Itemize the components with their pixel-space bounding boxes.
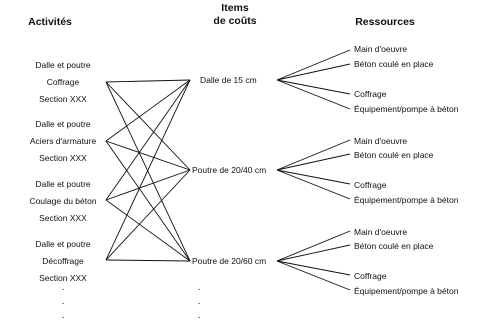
activity-line: Aciers d'armature: [29, 136, 97, 146]
activity-block-decoffrage: [13, 236, 113, 287]
activity-line: Section XXX: [39, 273, 87, 283]
cost-item-poutre-20-60: Poutre de 20/60 cm: [192, 256, 267, 266]
item-resource-connector: [277, 261, 350, 290]
resource-coffrage: Coffrage: [354, 89, 387, 99]
header-ressources: Ressources: [355, 16, 415, 28]
activity-line: Dalle et poutre: [35, 60, 91, 70]
item-resource-connector: [277, 154, 350, 170]
resource-beton: Béton coulé en place: [354, 150, 434, 160]
activity-line: Coulage du béton: [29, 196, 97, 206]
cost-item-poutre-20-40: Poutre de 20/40 cm: [192, 165, 267, 175]
item-resource-connector: [277, 231, 350, 261]
resource-main-doeuvre: Main d'oeuvre: [354, 44, 408, 54]
activity-item-connector: [106, 200, 190, 261]
activity-line: Décoffrage: [42, 256, 84, 266]
resource-equipement: Équipement/pompe à béton: [354, 104, 459, 114]
header-items-de-couts: [205, 2, 265, 28]
activity-item-connector: [106, 80, 190, 82]
resource-beton: Béton coulé en place: [354, 241, 434, 251]
item-resource-connector: [277, 80, 350, 94]
ellipsis-dot: ·: [61, 284, 65, 295]
activity-item-connector: [106, 141, 190, 261]
activity-line: Section XXX: [39, 153, 87, 163]
ellipsis-dot: ·: [197, 312, 201, 323]
activity-item-connector: [106, 82, 190, 261]
resource-equipement: Équipement/pompe à béton: [354, 286, 459, 296]
item-resource-connector: [277, 50, 350, 80]
activity-item-connector: [106, 82, 190, 170]
ellipsis-dot: ·: [197, 284, 201, 295]
ellipsis-dot: ·: [61, 298, 65, 309]
activity-line: Dalle et poutre: [35, 239, 91, 249]
activity-item-connector: [106, 80, 190, 200]
activity-item-connector: [106, 260, 190, 261]
header-activites: Activités: [28, 16, 72, 28]
activity-item-connector: [106, 80, 190, 141]
resource-main-doeuvre: Main d'oeuvre: [354, 136, 408, 146]
header-items-line2: de coûts: [213, 15, 257, 27]
activity-block-coulage: [13, 176, 113, 227]
activity-item-connector: [106, 170, 190, 260]
item-resource-connector: [277, 140, 350, 170]
cost-item-dalle-15: Dalle de 15 cm: [200, 75, 257, 85]
item-resource-connector: [277, 170, 350, 184]
activity-line: Section XXX: [39, 213, 87, 223]
resource-main-doeuvre: Main d'oeuvre: [354, 227, 408, 237]
resource-beton: Béton coulé en place: [354, 59, 434, 69]
item-resource-connector: [277, 64, 350, 80]
ellipsis-dot: ·: [197, 298, 201, 309]
activity-line: Section XXX: [39, 94, 87, 104]
item-resource-connector: [277, 261, 350, 275]
activity-line: Dalle et poutre: [35, 119, 91, 129]
item-resource-connector: [277, 245, 350, 261]
activity-line: Coffrage: [46, 77, 80, 87]
item-resource-connector: [277, 170, 350, 199]
activity-item-connector: [106, 141, 190, 170]
activity-line: Dalle et poutre: [35, 179, 91, 189]
items-ellipsis: [193, 283, 205, 325]
activity-block-coffrage: [13, 57, 113, 108]
resource-coffrage: Coffrage: [354, 180, 387, 190]
activities-ellipsis: [57, 283, 69, 325]
activity-item-connector: [106, 170, 190, 200]
activity-block-aciers: [13, 116, 113, 167]
item-resource-connector: [277, 80, 350, 109]
activity-item-connector: [106, 80, 190, 260]
resource-equipement: Équipement/pompe à béton: [354, 195, 459, 205]
ellipsis-dot: ·: [61, 312, 65, 323]
resource-coffrage: Coffrage: [354, 271, 387, 281]
header-items-line1: Items: [221, 2, 249, 14]
